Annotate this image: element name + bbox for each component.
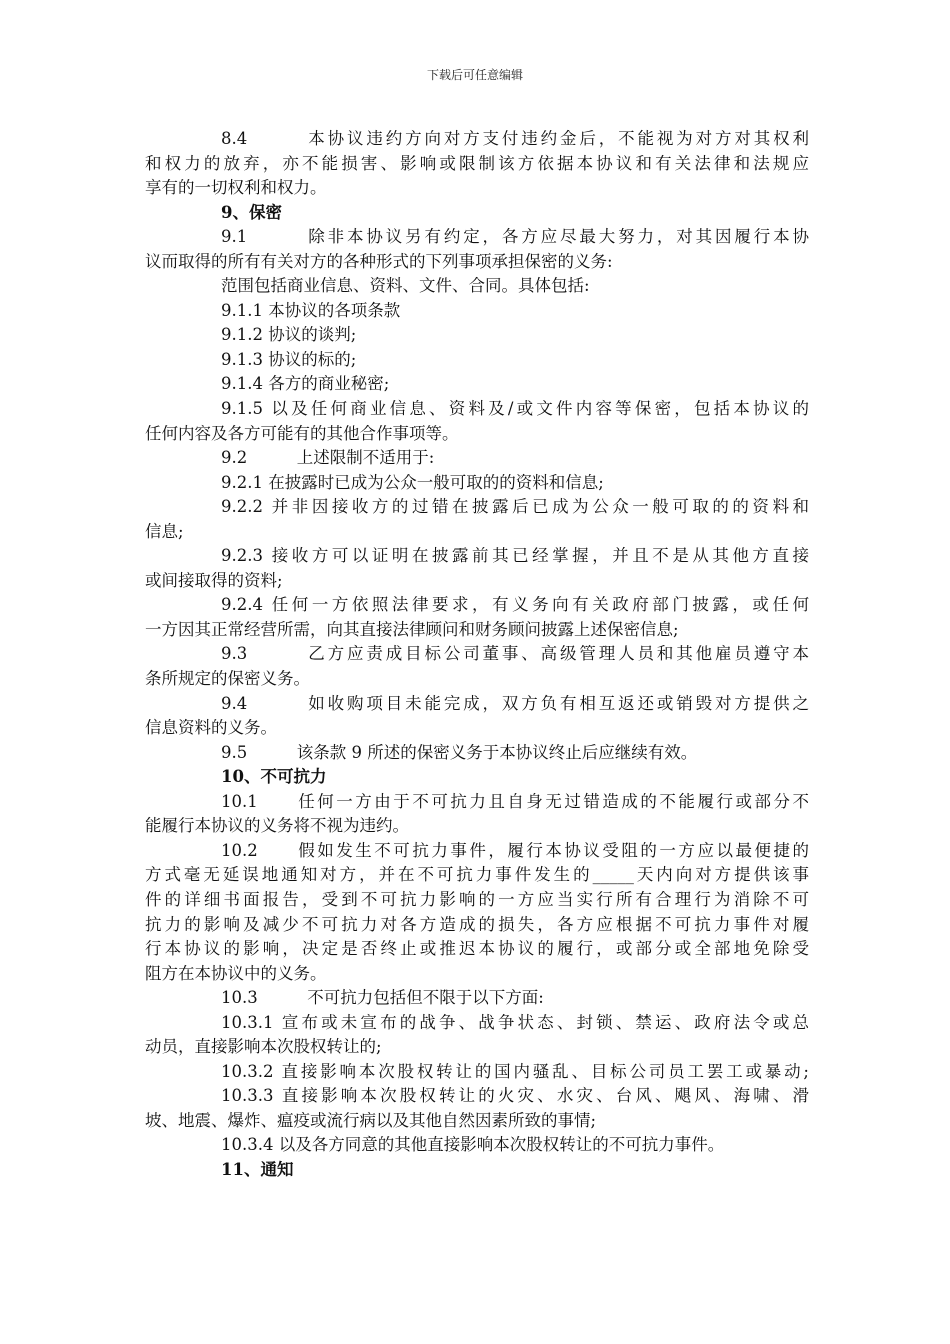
paragraph-line: 10.3.1 宣布或未宣布的战争、战争状态、封锁、禁运、政府法令或总 [221,1012,809,1032]
paragraph-line: 10.3.2 直接影响本次股权转让的国内骚乱、目标公司员工罢工或暴动; [221,1061,809,1081]
paragraph-line: 9.2.4 任何一方依照法律要求，有义务向有关政府部门披露，或任何 [221,595,809,615]
section-heading: 10、不可抗力 [221,767,327,787]
paragraph-line: 10.2 假如发生不可抗力事件，履行本协议受阻的一方应以最便捷的 [221,840,809,860]
paragraph-line: 和权力的放弃，亦不能损害、影响或限制该方依据本协议和有关法律和法规应 [145,153,809,173]
paragraph-line: 9.2.3 接收方可以证明在披露前其已经掌握，并且不是从其他方直接 [221,546,809,566]
paragraph-line: 坡、地震、爆炸、瘟疫或流行病以及其他自然因素所致的事情; [145,1110,597,1130]
paragraph-line: 10.3.4 以及各方同意的其他直接影响本次股权转让的不可抗力事件。 [221,1135,725,1155]
paragraph-line: 9.1.1 本协议的各项条款 [221,300,401,320]
paragraph-line: 一方因其正常经营所需，向其直接法律顾问和财务顾问披露上述保密信息; [145,619,679,639]
paragraph-line: 9.2 上述限制不适用于: [221,448,435,468]
paragraph-line: 任何内容及各方可能有的其他合作事项等。 [145,423,459,443]
paragraph-line: 方式毫无延误地通知对方，并在不可抗力事件发生的_____天内向对方提供该事 [145,865,809,885]
paragraph-line: 信息; [145,521,184,541]
paragraph-line: 条所规定的保密义务。 [145,669,310,689]
paragraph-line: 9.1.2 协议的谈判; [221,325,357,345]
paragraph-line: 10.3.3 直接影响本次股权转让的火灾、水灾、台风、飓风、海啸、滑 [221,1086,809,1106]
paragraph-line: 9.3 乙方应责成目标公司董事、高级管理人员和其他雇员遵守本 [221,644,809,664]
paragraph-line: 行本协议的影响，决定是否终止或推迟本协议的履行，或部分或全部地免除受 [145,939,809,959]
paragraph-line: 9.2.2 并非因接收方的过错在披露后已成为公众一般可取的的资料和 [221,497,809,517]
paragraph-line: 9.4 如收购项目未能完成，双方负有相互返还或销毁对方提供之 [221,693,809,713]
paragraph-line: 8.4 本协议违约方向对方支付违约金后，不能视为对方对其权利 [221,129,809,148]
page-header: 下载后可任意编辑 [426,68,523,82]
paragraph-line: 9.2.1 在披露时已成为公众一般可取的的资料和信息; [221,472,604,492]
section-heading: 9、保密 [221,202,282,222]
paragraph-line: 阻方在本协议中的义务。 [145,963,327,983]
paragraph-line: 9.1 除非本协议另有约定，各方应尽最大努力，对其因履行本协 [221,227,809,247]
section-heading: 11、通知 [221,1159,294,1179]
paragraph-line: 9.1.4 各方的商业秘密; [221,374,390,394]
paragraph-line: 10.3 不可抗力包括但不限于以下方面: [221,988,544,1008]
paragraph-line: 件的详细书面报告，受到不可抗力影响的一方应当实行所有合理行为消除不可 [145,889,809,909]
paragraph-line: 抗力的影响及减少不可抗力对各方造成的损失，各方应根据不可抗力事件对履 [145,914,809,934]
paragraph-line: 9.1.3 协议的标的; [221,349,357,369]
paragraph-line: 能履行本协议的义务将不视为违约。 [145,816,409,836]
paragraph-line: 范围包括商业信息、资料、文件、合同。具体包括: [221,276,590,296]
paragraph-line: 10.1 任何一方由于不可抗力且自身无过错造成的不能履行或部分不 [221,791,809,811]
paragraph-line: 动员，直接影响本次股权转让的; [145,1037,382,1057]
paragraph-line: 享有的一切权利和权力。 [145,178,327,198]
paragraph-line: 9.5 该条款 9 所述的保密义务于本协议终止后应继续有效。 [221,742,698,762]
paragraph-line: 或间接取得的资料; [145,570,283,590]
document-body [145,127,809,1183]
paragraph-line: 9.1.5 以及任何商业信息、资料及/或文件内容等保密，包括本协议的 [221,399,809,419]
paragraph-line: 议而取得的所有有关对方的各种形式的下列事项承担保密的义务: [145,251,613,271]
paragraph-line: 信息资料的义务。 [145,718,277,738]
